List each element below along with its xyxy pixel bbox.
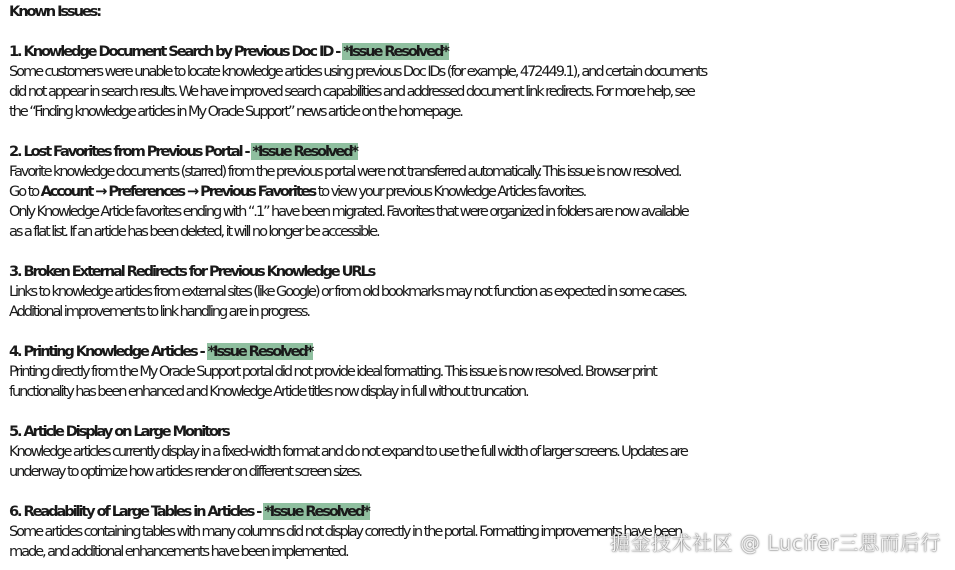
- issue-2-goto-line: [9, 182, 949, 202]
- issue-1-text-line-1: Some customers were unable to locate knowledge articles using previous Doc IDs (for example, 472449.1), and certain documents: [9, 63, 707, 80]
- issue-6-title: 6. Readability of Large Tables in Articles -: [9, 503, 264, 520]
- arrow-icon: →: [92, 183, 109, 200]
- issue-4-text-line-2: functionality has been enhanced and Knowledge Article titles now display in full without truncation.: [9, 383, 528, 400]
- spacer: [9, 482, 949, 502]
- issue-6-text-line-2: made, and additional enhancements have been implemented.: [9, 543, 348, 560]
- issue-4-text-line-1: Printing directly from the My Oracle Support portal did not provide ideal formatting. This issue is now resolved. Browser print: [9, 363, 656, 380]
- issue-5-text-line-1: Knowledge articles currently display in a fixed-width format and do not expand to use the full width of larger screens. Updates are: [9, 443, 687, 460]
- known-issues-document: [9, 2, 949, 562]
- previous-favorites-menu-path: Previous Favorites: [200, 183, 316, 200]
- issue-2-resolved-badge: *Issue Resolved*: [252, 143, 357, 160]
- goto-suffix: to view your previous Knowledge Articles favorites.: [315, 183, 586, 200]
- issue-2-title: 2. Lost Favorites from Previous Portal -: [9, 143, 252, 160]
- issue-1-text-line-3: the “Finding knowledge articles in My Oracle Support” news article on the homepage.: [9, 103, 462, 120]
- issue-4-resolved-badge: *Issue Resolved*: [207, 343, 313, 360]
- preferences-menu-path: Preferences: [108, 183, 185, 200]
- arrow-icon: →: [184, 183, 201, 200]
- issue-1-title: 1. Knowledge Document Search by Previous Doc ID -: [9, 43, 343, 60]
- issue-4-title-line: [9, 342, 949, 362]
- issue-3-title-line: [9, 262, 949, 282]
- site-watermark: 掘金技术社区 @ Lucifer三思而后行: [610, 531, 941, 555]
- issue-5-title-line: [9, 422, 949, 442]
- spacer: [9, 22, 949, 42]
- issue-3-text-line-2: Additional improvements to link handling are in progress.: [9, 303, 309, 320]
- spacer: [9, 122, 949, 142]
- issue-1-resolved-badge: *Issue Resolved*: [343, 43, 448, 60]
- issue-4-title: 4. Printing Knowledge Articles -: [9, 343, 207, 360]
- issue-5-text-line-2: underway to optimize how articles render on different screen sizes.: [9, 463, 361, 480]
- issue-6-title-line: [9, 502, 949, 522]
- issue-5-title: 5. Article Display on Large Monitors: [9, 423, 229, 440]
- issue-3-text-line-1: Links to knowledge articles from external sites (like Google) or from old bookmarks may not function as expected in some cases.: [9, 283, 686, 300]
- issue-2-text-line-3: Only Knowledge Article favorites ending with “.1” have been migrated. Favorites that were organized in folders are now available: [9, 203, 688, 220]
- spacer: [9, 322, 949, 342]
- issue-1-text-line-2: did not appear in search results. We have improved search capabilities and addressed document link redirects. For more help, see: [9, 83, 694, 100]
- issue-2-title-line: [9, 142, 949, 162]
- issue-6-resolved-badge: *Issue Resolved*: [264, 503, 369, 520]
- issue-1-title-line: [9, 42, 949, 62]
- goto-prefix: Go to: [9, 183, 41, 200]
- issue-3-title: 3. Broken External Redirects for Previous Knowledge URLs: [9, 263, 375, 280]
- issue-2-text-line-4: as a flat list. If an article has been deleted, it will no longer be accessible.: [9, 223, 379, 240]
- spacer: [9, 402, 949, 422]
- spacer: [9, 242, 949, 262]
- known-issues-heading: Known Issues:: [9, 3, 100, 20]
- issue-6-text-line-1: Some articles containing tables with many columns did not display correctly in the portal. Formatting improvements have been: [9, 523, 682, 540]
- account-menu-path: Account: [40, 183, 93, 200]
- issue-2-text-line-1: Favorite knowledge documents (starred) from the previous portal were not transferred automatically. This issue is now resolved.: [9, 163, 681, 180]
